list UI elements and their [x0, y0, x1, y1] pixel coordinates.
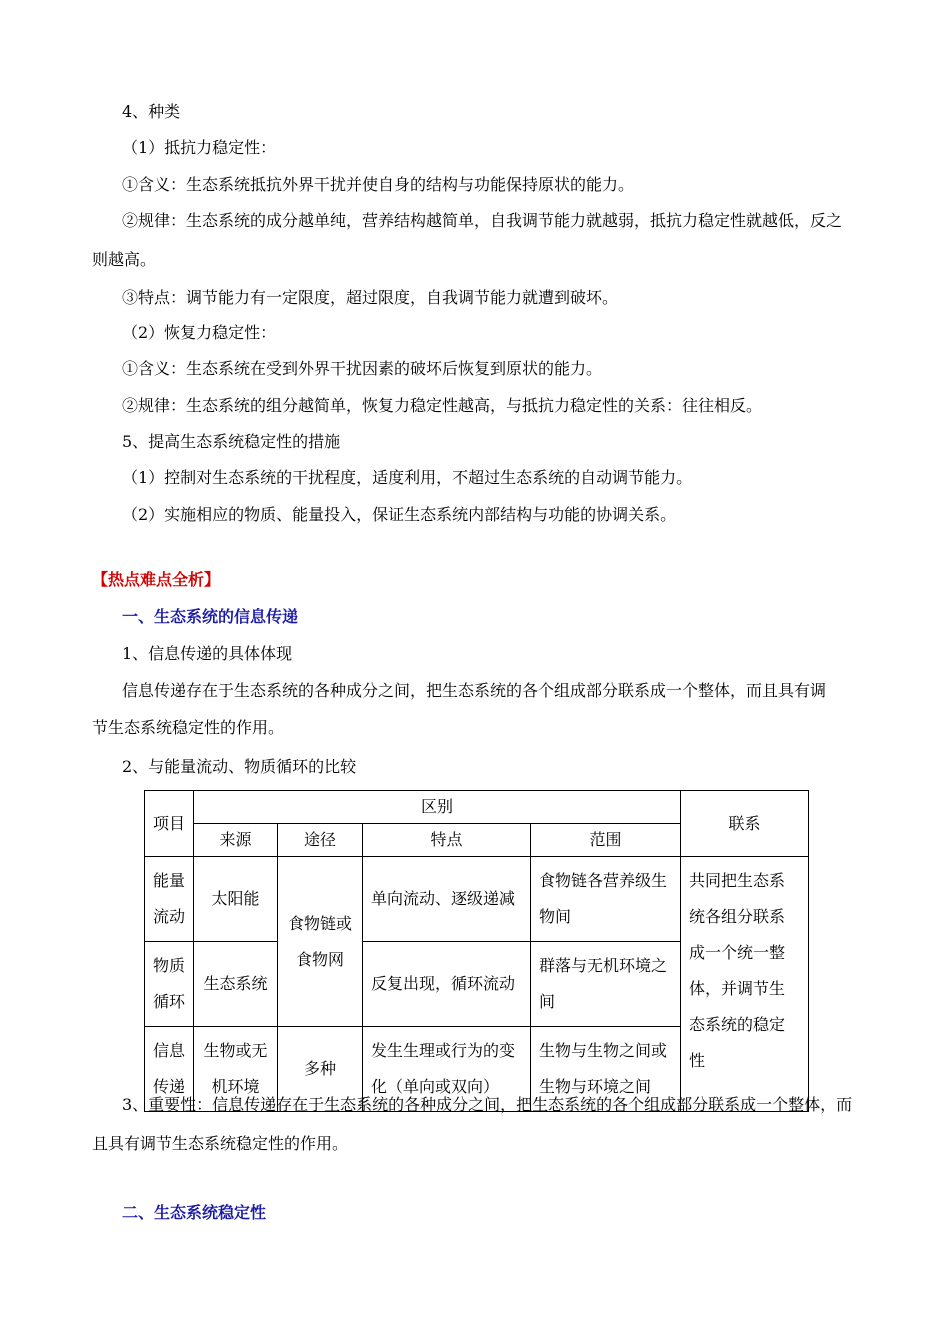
row-item: 物质循环 — [145, 942, 194, 1027]
row-feature: 单向流动、逐级递减 — [363, 857, 531, 942]
header-source: 来源 — [194, 824, 278, 857]
row-source: 太阳能 — [194, 857, 278, 942]
resistance-rule: ②规律：生态系统的成分越单纯，营养结构越简单，自我调节能力就越弱，抵抗力稳定性就越低，反之 — [122, 211, 843, 230]
row-source: 生态系统 — [194, 942, 278, 1027]
subheading-resilience: （2）恢复力稳定性： — [122, 323, 277, 342]
measure-2: （2）实施相应的物质、能量投入，保证生态系统内部结构与功能的协调关系。 — [122, 505, 677, 524]
header-scope: 范围 — [531, 824, 681, 857]
row-scope: 群落与无机环境之间 — [531, 942, 681, 1027]
row-source: 生物或无机环境 — [194, 1027, 278, 1112]
row-scope: 生物与生物之间或生物与环境之间 — [531, 1027, 681, 1112]
info-transfer-heading: 1、信息传递的具体体现 — [122, 644, 293, 663]
header-path: 途径 — [278, 824, 363, 857]
table-row — [145, 857, 809, 942]
info-transfer-text: 信息传递存在于生态系统的各种成分之间，把生态系统的各个组成部分联系成一个整体，而且具有调 — [122, 681, 827, 700]
measure-1: （1）控制对生态系统的干扰程度，适度利用，不超过生态系统的自动调节能力。 — [122, 468, 693, 487]
section-1-title: 一、生态系统的信息传递 — [122, 607, 299, 626]
resilience-definition: ①含义：生态系统在受到外界干扰因素的破坏后恢复到原状的能力。 — [122, 359, 603, 378]
header-feature: 特点 — [363, 824, 531, 857]
row-path: 多种 — [278, 1027, 363, 1112]
resistance-definition: ①含义：生态系统抵抗外界干扰并使自身的结构与功能保持原状的能力。 — [122, 175, 635, 194]
resistance-rule-cont: 则越高。 — [92, 250, 157, 269]
row-path-shared: 食物链或食物网 — [278, 857, 363, 1027]
row-link: 共同把生态系统各组分联系成一个统一整体，并调节生态系统的稳定性 — [681, 857, 809, 1112]
row-feature: 反复出现，循环流动 — [363, 942, 531, 1027]
info-transfer-text-cont: 节生态系统稳定性的作用。 — [92, 718, 285, 737]
row-item: 信息传递 — [145, 1027, 194, 1112]
subheading-resistance: （1）抵抗力稳定性： — [122, 138, 277, 157]
importance-text: 3、重要性：信息传递存在于生态系统的各种成分之间，把生态系统的各个组成部分联系成一个整体，而 — [122, 1095, 853, 1114]
hot-topics-title: 【热点难点全析】 — [92, 570, 221, 589]
heading-types: 4、种类 — [122, 102, 181, 121]
header-link: 联系 — [681, 791, 809, 857]
section-2-title: 二、生态系统稳定性 — [122, 1203, 267, 1222]
resistance-feature: ③特点：调节能力有一定限度，超过限度，自我调节能力就遭到破坏。 — [122, 288, 619, 307]
heading-measures: 5、提高生态系统稳定性的措施 — [122, 432, 341, 451]
row-scope: 食物链各营养级生物间 — [531, 857, 681, 942]
comparison-table — [144, 790, 809, 1112]
importance-text-cont: 且具有调节生态系统稳定性的作用。 — [92, 1134, 349, 1153]
header-item: 项目 — [145, 791, 194, 857]
resilience-rule: ②规律：生态系统的组分越简单，恢复力稳定性越高，与抵抗力稳定性的关系：往往相反。 — [122, 396, 763, 415]
row-feature: 发生生理或行为的变化（单向或双向） — [363, 1027, 531, 1112]
header-difference: 区别 — [194, 791, 681, 824]
row-item: 能量流动 — [145, 857, 194, 942]
table-header-row — [145, 791, 809, 824]
comparison-heading: 2、与能量流动、物质循环的比较 — [122, 757, 357, 776]
